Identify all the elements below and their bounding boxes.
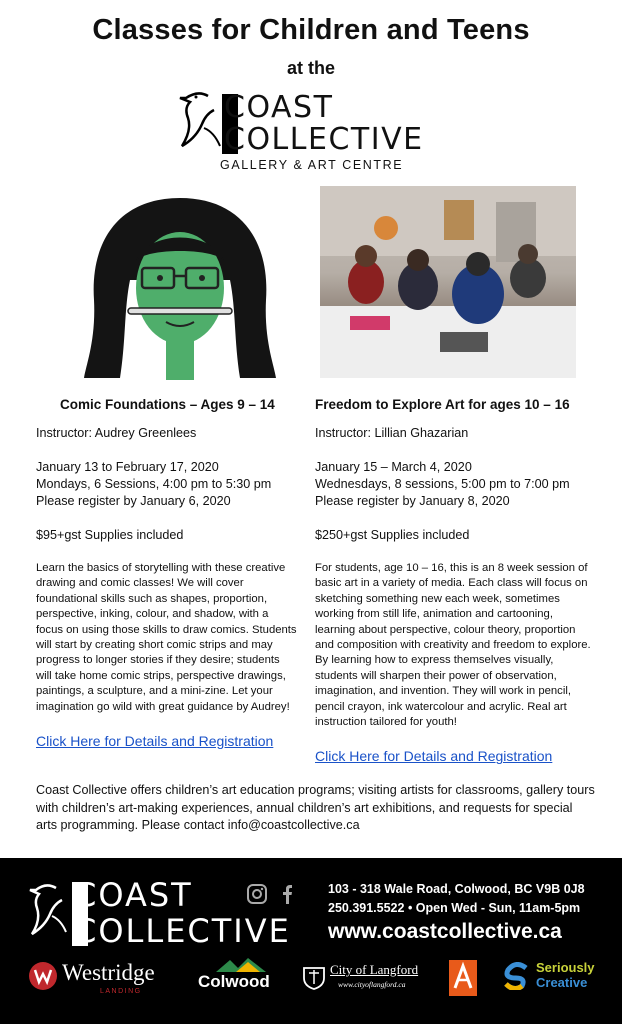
phone-hours: 250.391.5522 • Open Wed - Sun, 11am-5pm <box>328 901 581 915</box>
creative-text: Creative <box>536 975 588 990</box>
westridge-sub: LANDING <box>100 988 142 995</box>
class-title: Freedom to Explore Art for ages 10 – 16 <box>315 397 570 412</box>
westridge-shield-icon <box>28 960 58 994</box>
seriously-creative-icon <box>502 962 530 990</box>
class-dates: January 13 to February 17, 2020 <box>36 460 219 474</box>
page-title: Classes for Children and Teens <box>92 14 530 46</box>
comic-portrait-image <box>80 190 280 380</box>
westridge-logo <box>28 958 178 1004</box>
contact-info <box>328 880 585 918</box>
logo-tagline: GALLERY & ART CENTRE <box>220 158 404 172</box>
seriously-text: Seriously <box>536 960 595 975</box>
class-instructor: Instructor: Audrey Greenlees <box>36 426 197 440</box>
address: 103 - 318 Wale Road, Colwood, BC V9B 0J8 <box>328 882 585 896</box>
langford-sub: www.cityoflangford.ca <box>338 980 406 989</box>
classroom-photo <box>320 186 576 378</box>
details-registration-link[interactable]: Click Here for Details and Registration <box>36 733 274 750</box>
colwood-logo <box>198 958 282 1004</box>
logo-line1: COAST <box>224 90 334 125</box>
class-title: Comic Foundations – Ages 9 – 14 <box>60 397 275 412</box>
class-description: Learn the basics of storytelling with these creative drawing and comic classes! We will cover foundational skills such as shapes, proportion, perspective, inking, colour, and shadow, with a focus on using those skills to draw comics. Students will start by creating short comic strips and may progress to longer stories if they desire; students will take home comic strips, perspective drawings, paintings, a sculpture, and a mini-zine. Let your imagination go wild with great guidance by Audrey! <box>36 562 297 713</box>
class-comic-foundations <box>36 396 298 751</box>
sponsor-logos <box>0 958 622 1008</box>
class-register-by: Please register by January 8, 2020 <box>315 494 510 508</box>
footer-logo-line2: COLLECTIVE <box>74 912 291 950</box>
class-sessions: Wednesdays, 8 sessions, 5:00 pm to 7:00 pm <box>315 477 570 491</box>
class-description: For students, age 10 – 16, this is an 8 week session of basic art in a variety of media. Each class will focus on sketching something new each week, sometimes working from still life, animation and cartooning, learning about perspective, colour theory, proportion and composition with creativity and freedom to explore. By learning how to express themselves visually, students will sharpen their power of observation, imagination, and invention. They will work in pencil, pencil crayon, ink watercolour and acrylic. Real art instruction tailored for youth! <box>315 562 591 729</box>
footer-logo-line1: COAST <box>74 876 193 914</box>
class-freedom-to-explore <box>315 396 595 766</box>
colwood-text: Colwood <box>198 972 270 991</box>
class-instructor: Instructor: Lillian Ghazarian <box>315 426 469 440</box>
facebook-icon[interactable] <box>283 885 292 904</box>
colwood-mountains-icon <box>216 958 266 972</box>
class-price: $95+gst Supplies included <box>36 528 184 542</box>
class-price: $250+gst Supplies included <box>315 528 470 542</box>
westridge-text: Westridge <box>62 960 155 985</box>
website[interactable]: www.coastcollective.ca <box>328 920 562 943</box>
footer <box>0 858 622 1024</box>
logo-line2: COLLECTIVE <box>224 122 424 157</box>
instagram-icon[interactable] <box>248 885 266 903</box>
coast-collective-logo <box>178 88 448 178</box>
programs-info: Coast Collective offers children’s art education programs; visiting artists for classrooms, gallery tours with children’s art-making experiences, annual children’s art exhibitions, and requests for special arts programming. Please contact info@coastcollective.ca <box>36 783 595 832</box>
details-registration-link[interactable]: Click Here for Details and Registration <box>315 748 553 765</box>
langford-crest-icon <box>302 964 326 990</box>
class-register-by: Please register by January 6, 2020 <box>36 494 231 508</box>
class-sessions: Mondays, 6 Sessions, 4:00 pm to 5:30 pm <box>36 477 272 491</box>
langford-text: City of Langford <box>330 962 419 977</box>
page-subtitle: at the <box>286 58 335 78</box>
class-dates: January 15 – March 4, 2020 <box>315 460 472 474</box>
social-links <box>246 882 306 906</box>
art-logo <box>448 958 480 1004</box>
seriously-creative-logo <box>502 958 612 1004</box>
langford-logo <box>302 958 432 1004</box>
art-badge-icon <box>448 958 478 998</box>
